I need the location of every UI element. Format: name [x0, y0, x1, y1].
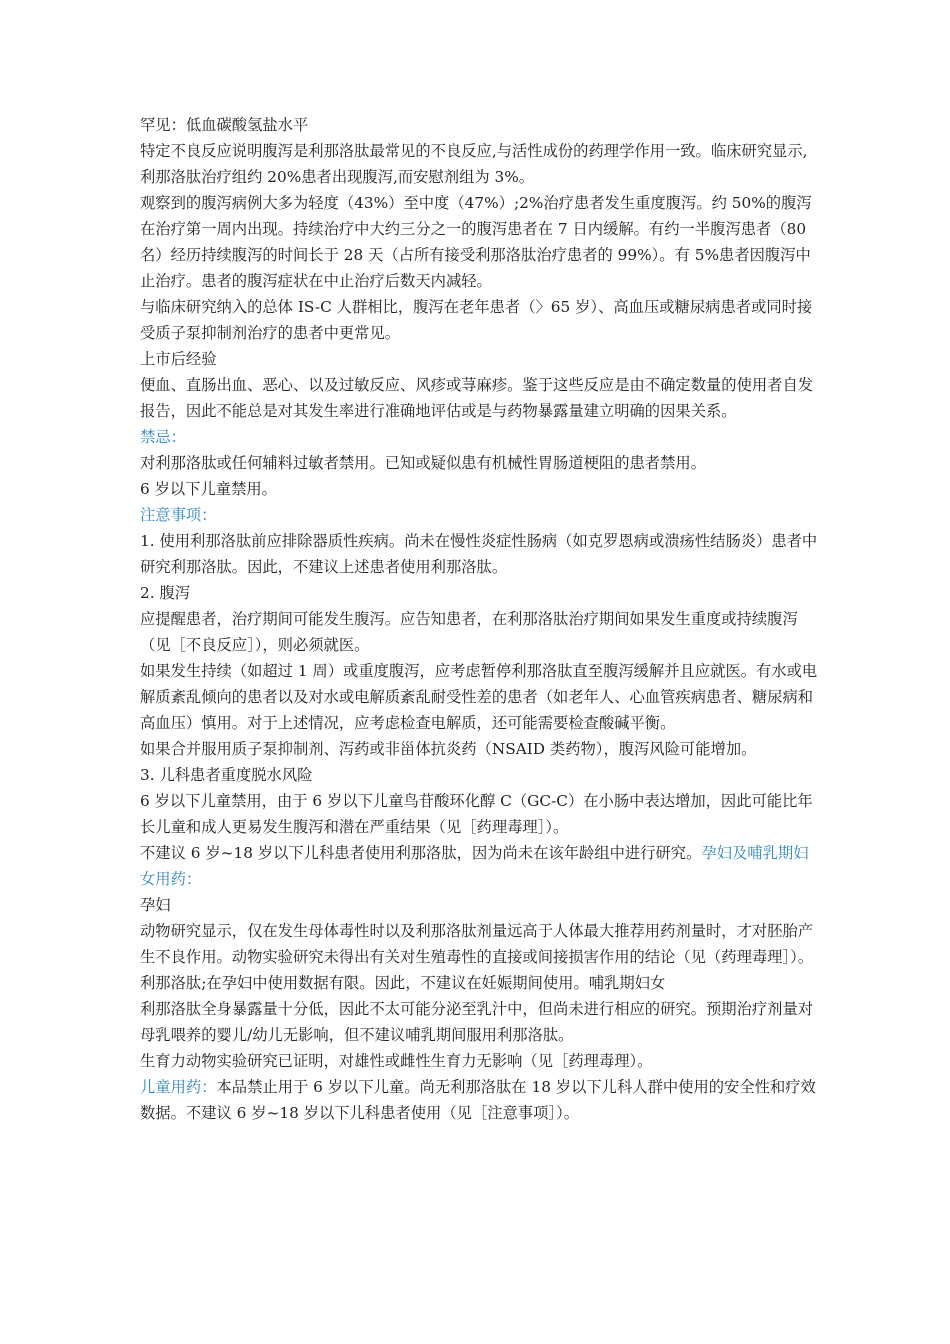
- subheading-dehydration: 3. 儿科患者重度脱水风险: [140, 766, 313, 784]
- paragraph-diarrhea-severity: 观察到的腹泻病例大多为轻度（43%）至中度（47%）;2%治疗患者发生重度腹泻。约 50%的腹泻在治疗第一周内出现。持续治疗中大约三分之一的腹泻患者在 7 日内缓解。有约一半腹泻患者（80 名）经历持续腹泻的时间长于 28 天（占所有接受利那洛肽治疗患者的 99%）。有 5%患者因腹泻中止治疗。患者的腹泻症状在中止治疗后数天内减轻。: [140, 194, 812, 290]
- subheading-pregnant: 孕妇: [140, 896, 171, 914]
- paragraph-dehydration: 6 岁以下儿童禁用，由于 6 岁以下儿童鸟苷酸环化醇 C（GC-C）在小肠中表达增加，因此可能比年长儿童和成人更易发生腹泻和潜在严重结果（见［药理毒理］）。: [140, 792, 813, 836]
- heading-children: 儿童用药：: [140, 1078, 217, 1096]
- heading-precautions: 注意事项：: [140, 506, 217, 524]
- paragraph-diarrhea-management: 如果发生持续（如超过 1 周）或重度腹泻，应考虑暂停利那洛肽直至腹泻缓解并且应就医。有水或电解质紊乱倾向的患者以及对水或电解质紊乱耐受性差的患者（如老年人、心血管疾病患者、糖尿病和高血压）慎用。对于上述情况，应考虑检查电解质，还可能需要检查酸碱平衡。: [140, 662, 818, 732]
- paragraph-diarrhea-advice: 应提醒患者，治疗期间可能发生腹泻。应告知患者，在利那洛肽治疗期间如果发生重度或持续腹泻（见［不良反应］），则必须就医。: [140, 610, 798, 654]
- paragraph-contraindication-2: 6 岁以下儿童禁用。: [140, 480, 277, 498]
- paragraph-diarrhea-overview: 特定不良反应说明腹泻是利那洛肽最常见的不良反应,与活性成份的药理学作用一致。临床研究显示,利那洛肽治疗组约 20%患者出现腹泻,而安慰剂组为 3%。: [140, 142, 808, 186]
- paragraph-contraindication-1: 对利那洛肽或任何辅料过敏者禁用。已知或疑似患有机械性胃肠道梗阻的患者禁用。: [140, 454, 706, 472]
- paragraph-diarrhea-risk: 如果合并服用质子泵抑制剂、泻药或非甾体抗炎药（NSAID 类药物），腹泻风险可能增加。: [140, 740, 757, 758]
- paragraph-precaution-1: 1. 使用利那洛肽前应排除器质性疾病。尚未在慢性炎症性肠病（如克罗恩病或溃疡性结肠炎）患者中研究利那洛肽。因此，不建议上述患者使用利那洛肽。: [140, 532, 818, 576]
- heading-contraindications: 禁忌：: [140, 428, 186, 446]
- children-text: 本品禁止用于 6 岁以下儿童。尚无利那洛肽在 18 岁以下儿科人群中使用的安全性和疗效数据。不建议 6 岁~18 岁以下儿科患者使用（见［注意事项］）。: [140, 1078, 816, 1122]
- paragraph-rare-effect: 罕见：低血碳酸氢盐水平: [140, 116, 309, 134]
- document-page: [140, 112, 820, 1126]
- subheading-diarrhea: 2. 腹泻: [140, 584, 191, 602]
- heading-pregnancy-lactation: 孕妇及哺乳期妇女用药：: [140, 844, 809, 888]
- paragraph-pediatric-advice: [140, 840, 820, 892]
- paragraph-postmarketing: 便血、直肠出血、恶心、以及过敏反应、风疹或荨麻疹。鉴于这些反应是由不确定数量的使用者自发报告，因此不能总是对其发生率进行准确地评估或是与药物暴露量建立明确的因果关系。: [140, 376, 814, 420]
- subheading-postmarketing: 上市后经验: [140, 350, 217, 368]
- paragraph-lactation: 利那洛肽全身暴露量十分低，因此不太可能分泌至乳汁中，但尚未进行相应的研究。预期治疗剂量对母乳喂养的婴儿/幼儿无影响，但不建议哺乳期间服用利那洛肽。: [140, 1000, 814, 1044]
- pediatric-advice-text: 不建议 6 岁~18 岁以下儿科患者使用利那洛肽，因为尚未在该年龄组中进行研究。: [140, 844, 702, 862]
- paragraph-fertility: 生育力动物实验研究已证明，对雄性或雌性生育力无影响（见［药理毒理）。: [140, 1052, 653, 1070]
- paragraph-pregnancy: 动物研究显示，仅在发生母体毒性时以及利那洛肽剂量远高于人体最大推荐用药剂量时，才对胚胎产生不良作用。动物实验研究未得出有关对生殖毒性的直接或间接损害作用的结论（见（药理毒理］）。利那洛肽;在孕妇中使用数据有限。因此，不建议在妊娠期间使用。哺乳期妇女: [140, 922, 814, 992]
- paragraph-children: [140, 1074, 820, 1126]
- paragraph-diarrhea-population: 与临床研究纳入的总体 IS-C 人群相比，腹泻在老年患者（〉65 岁）、高血压或糖尿病患者或同时接受质子泵抑制剂治疗的患者中更常见。: [140, 298, 813, 342]
